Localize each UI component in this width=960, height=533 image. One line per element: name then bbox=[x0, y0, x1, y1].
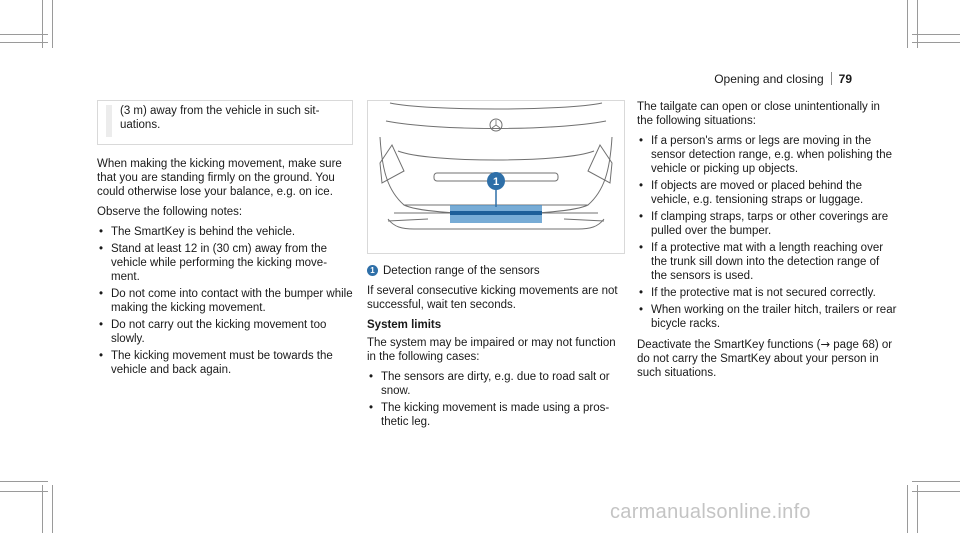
list-item: • If a protective mat with a length reaching over the trunk sill down into the detection range of the sensors is used. bbox=[639, 242, 884, 282]
column-right bbox=[637, 100, 897, 386]
bullet-icon: • bbox=[369, 402, 374, 414]
section-title: Opening and closing bbox=[714, 72, 824, 86]
bullet-icon: • bbox=[639, 211, 644, 223]
crop-mark bbox=[52, 485, 53, 533]
crop-mark bbox=[0, 42, 48, 43]
bullet-icon: • bbox=[99, 288, 104, 300]
list-item: • The sensors are dirty, e.g. due to road salt or snow. bbox=[369, 371, 610, 397]
crop-mark bbox=[917, 485, 918, 533]
list-item: • Do not come into contact with the bumper while making the kicking movement. bbox=[99, 288, 353, 314]
arrow-icon: → bbox=[820, 337, 831, 351]
watermark: carmanualsonline.info bbox=[610, 501, 811, 523]
bullet-icon: • bbox=[639, 242, 644, 254]
bullet-icon: • bbox=[639, 304, 644, 316]
crop-mark bbox=[0, 481, 48, 482]
column-left bbox=[97, 100, 353, 383]
list-item: • If clamping straps, tarps or other coverings are pulled over the bumper. bbox=[639, 211, 889, 237]
page-number: 79 bbox=[838, 72, 852, 86]
bullet-list bbox=[97, 225, 353, 377]
note-bar bbox=[106, 105, 112, 137]
list-item: • Stand at least 12 in (30 cm) away from the vehicle while performing the kicking move-ment. bbox=[99, 243, 328, 283]
paragraph: When making the kicking movement, make sure that you are standing firmly on the ground. You could otherwise lose your balance, e.g. on ice. bbox=[97, 158, 342, 198]
bullet-icon: • bbox=[99, 226, 104, 238]
crop-mark bbox=[912, 481, 960, 482]
paragraph: The system may be impaired or may not function in the following cases: bbox=[367, 337, 616, 363]
list-item: • The kicking movement is made using a pros-thetic leg. bbox=[369, 402, 610, 428]
list-item: • If the protective mat is not secured correctly. bbox=[639, 287, 876, 299]
paragraph: The tailgate can open or close unintentionally in the following situations: bbox=[637, 101, 880, 127]
page-reference[interactable]: page 68) or do not carry the SmartKey about your person in such situations. bbox=[637, 339, 893, 379]
caption-marker: 1 bbox=[367, 265, 378, 276]
list-item: • The kicking movement must be towards the vehicle and back again. bbox=[99, 350, 333, 376]
bullet-list bbox=[637, 134, 897, 331]
vehicle-rear-illustration bbox=[367, 100, 625, 254]
crop-mark bbox=[0, 491, 48, 492]
section-heading: System limits bbox=[367, 319, 442, 331]
bullet-icon: • bbox=[99, 243, 104, 255]
bullet-icon: • bbox=[369, 371, 374, 383]
crop-mark bbox=[907, 485, 908, 533]
crop-mark bbox=[52, 0, 53, 48]
crop-mark bbox=[912, 34, 960, 35]
bullet-icon: • bbox=[99, 319, 104, 331]
bullet-icon: • bbox=[639, 135, 644, 147]
page-header bbox=[714, 72, 852, 86]
continued-note-box bbox=[97, 100, 353, 145]
header-divider bbox=[831, 72, 832, 85]
list-item: • If objects are moved or placed behind the vehicle, e.g. tensioning straps or luggage. bbox=[639, 180, 864, 206]
paragraph: Deactivate the SmartKey functions (→ page 68) or do not carry the SmartKey about your person in such situations. bbox=[637, 337, 893, 379]
crop-mark bbox=[0, 34, 48, 35]
car-rear-drawing bbox=[368, 101, 624, 253]
column-middle bbox=[367, 100, 623, 435]
crop-mark bbox=[42, 485, 43, 533]
crop-mark bbox=[907, 0, 908, 48]
crop-mark bbox=[917, 0, 918, 48]
bullet-icon: • bbox=[639, 180, 644, 192]
list-item: • The SmartKey is behind the vehicle. bbox=[99, 226, 296, 238]
bullet-icon: • bbox=[639, 287, 644, 299]
list-item: • Do not carry out the kicking movement too slowly. bbox=[99, 319, 327, 345]
crop-mark bbox=[42, 0, 43, 48]
crop-mark bbox=[912, 42, 960, 43]
figure-caption bbox=[367, 264, 623, 278]
paragraph: If several consecutive kicking movements are not successful, wait ten seconds. bbox=[367, 285, 618, 311]
list-item: • When working on the trailer hitch, trailers or rear bicycle racks. bbox=[639, 304, 897, 330]
continued-text: (3 m) away from the vehicle in such sit- uations. bbox=[120, 105, 320, 131]
crop-mark bbox=[912, 491, 960, 492]
bullet-icon: • bbox=[99, 350, 104, 362]
caption-text: Detection range of the sensors bbox=[383, 265, 540, 277]
callout-number: 1 bbox=[492, 176, 500, 188]
list-item: • If a person's arms or legs are moving in the sensor detection range, e.g. when polishing the vehicle or picking up objects. bbox=[639, 135, 893, 175]
paragraph: Observe the following notes: bbox=[97, 206, 243, 218]
bullet-list bbox=[367, 370, 623, 429]
